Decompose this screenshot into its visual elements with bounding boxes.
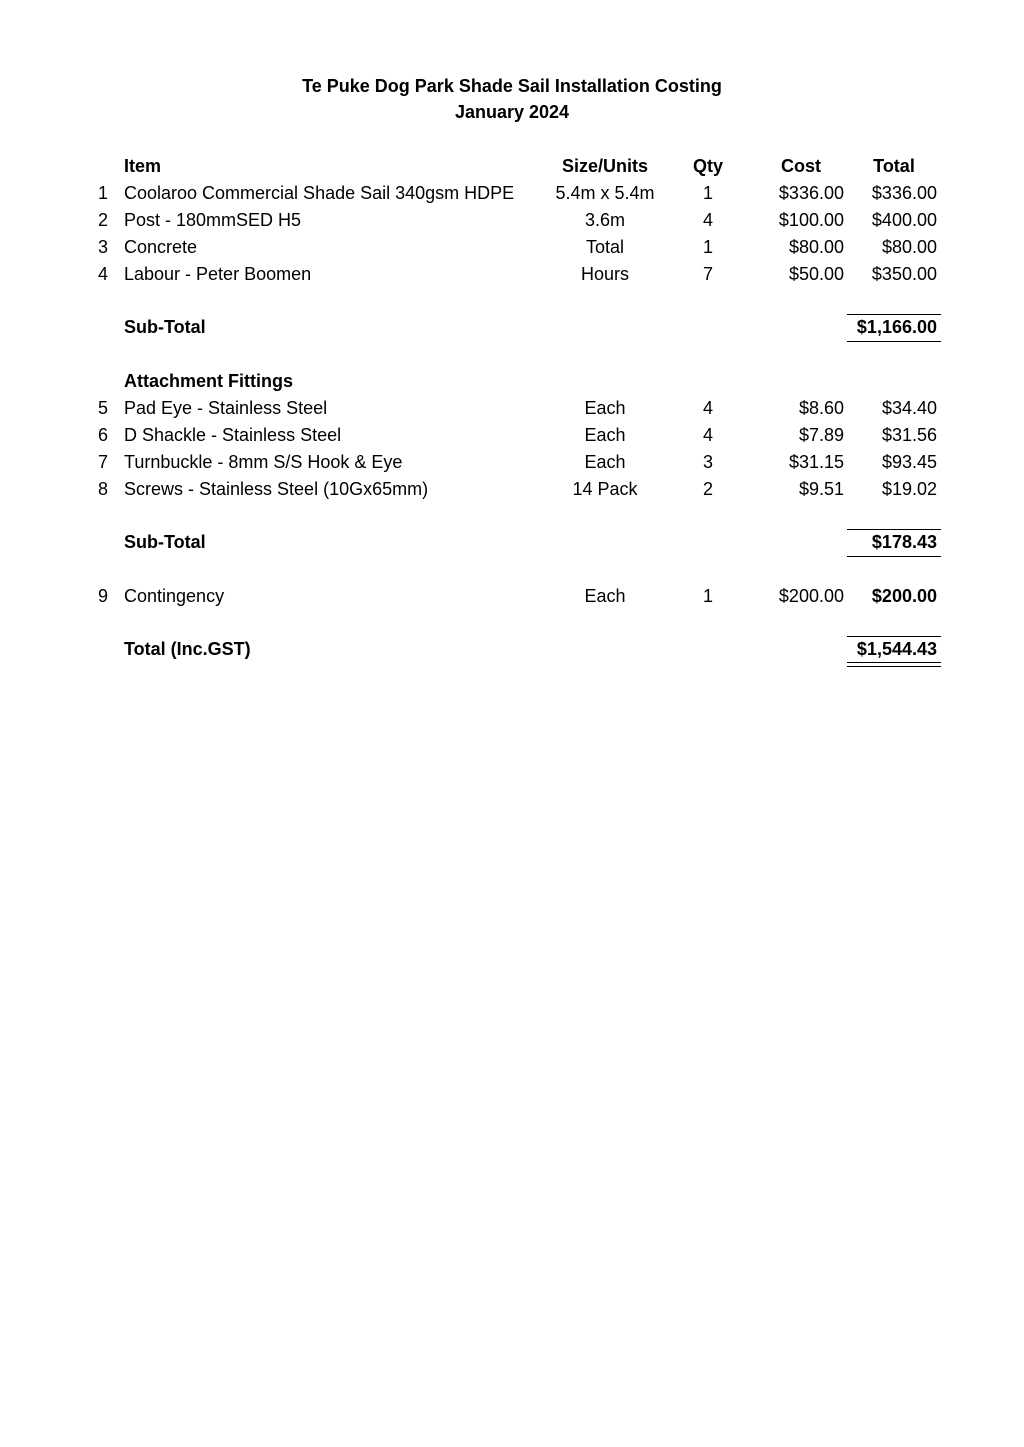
section-heading <box>0 371 1024 395</box>
row-cost: $8.60 <box>798 398 844 418</box>
row-number: 7 <box>97 452 108 472</box>
row-total: $80.00 <box>881 237 937 257</box>
row-total: $34.40 <box>881 398 937 418</box>
row-size: Each <box>584 452 626 472</box>
table-row <box>0 586 1024 610</box>
row-cost: $336.00 <box>778 183 844 203</box>
table-row <box>0 479 1024 503</box>
row-qty: 1 <box>702 183 713 203</box>
row-item: Concrete <box>124 237 198 257</box>
subtotal-row <box>0 317 1024 341</box>
row-total: $400.00 <box>871 210 937 230</box>
row-number: 2 <box>97 210 108 230</box>
subtotal-value: $1,166.00 <box>856 317 937 337</box>
table-row <box>0 237 1024 261</box>
row-item: Labour - Peter Boomen <box>124 264 312 284</box>
row-cost: $80.00 <box>788 237 844 257</box>
header-item: Item <box>124 156 162 176</box>
row-size: Each <box>584 425 626 445</box>
row-qty: 4 <box>702 425 713 445</box>
row-qty: 1 <box>702 237 713 257</box>
subtotal-top-rule <box>847 529 941 530</box>
row-item: Screws - Stainless Steel (10Gx65mm) <box>124 479 429 499</box>
row-size: Total <box>585 237 625 257</box>
row-number: 5 <box>97 398 108 418</box>
row-item: Post - 180mmSED H5 <box>124 210 302 230</box>
row-total: $93.45 <box>881 452 937 472</box>
row-size: 3.6m <box>584 210 626 230</box>
row-qty: 1 <box>702 586 713 606</box>
row-total: $336.00 <box>871 183 937 203</box>
row-size: 14 Pack <box>572 479 638 499</box>
grand-total-value: $1,544.43 <box>856 639 937 659</box>
grand-total-double-rule <box>847 662 941 667</box>
subtotal-bottom-rule <box>847 341 941 342</box>
header-cost: Cost <box>781 156 821 176</box>
row-size: Hours <box>580 264 629 284</box>
subtotal-label: Sub-Total <box>124 532 206 552</box>
header-total: Total <box>873 156 915 176</box>
table-header <box>0 156 1024 180</box>
row-number: 3 <box>97 237 108 257</box>
grand-total-label: Total (Inc.GST) <box>124 639 251 659</box>
row-cost: $200.00 <box>778 586 844 606</box>
row-item: Pad Eye - Stainless Steel <box>124 398 328 418</box>
document-title: Te Puke Dog Park Shade Sail Installation Costing <box>302 76 722 96</box>
row-size: Each <box>584 586 626 606</box>
header-qty: Qty <box>692 156 723 176</box>
row-item: Contingency <box>124 586 225 606</box>
table-row <box>0 210 1024 234</box>
row-size: Each <box>584 398 626 418</box>
row-cost: $100.00 <box>778 210 844 230</box>
row-number: 9 <box>97 586 108 606</box>
row-total: $200.00 <box>871 586 937 606</box>
subtotal-value: $178.43 <box>871 532 937 552</box>
row-cost: $50.00 <box>788 264 844 284</box>
table-row <box>0 264 1024 288</box>
document-date: January 2024 <box>454 102 570 122</box>
row-number: 6 <box>97 425 108 445</box>
row-item: D Shackle - Stainless Steel <box>124 425 342 445</box>
header-size: Size/Units <box>561 156 649 176</box>
subtotal-row <box>0 532 1024 556</box>
row-number: 4 <box>97 264 108 284</box>
row-qty: 2 <box>702 479 713 499</box>
table-row <box>0 425 1024 449</box>
row-item: Turnbuckle - 8mm S/S Hook & Eye <box>124 452 403 472</box>
row-cost: $31.15 <box>788 452 844 472</box>
row-qty: 4 <box>702 398 713 418</box>
row-cost: $7.89 <box>798 425 844 445</box>
row-total: $31.56 <box>881 425 937 445</box>
table-row <box>0 398 1024 422</box>
row-total: $350.00 <box>871 264 937 284</box>
subtotal-label: Sub-Total <box>124 317 206 337</box>
row-total: $19.02 <box>881 479 937 499</box>
row-qty: 4 <box>702 210 713 230</box>
row-qty: 7 <box>702 264 713 284</box>
row-number: 8 <box>97 479 108 499</box>
row-number: 1 <box>97 183 108 203</box>
subtotal-top-rule <box>847 314 941 315</box>
row-item: Coolaroo Commercial Shade Sail 340gsm HDPE <box>124 183 515 203</box>
row-size: 5.4m x 5.4m <box>555 183 655 203</box>
grand-total-row <box>0 639 1024 663</box>
table-row <box>0 183 1024 207</box>
row-cost: $9.51 <box>798 479 844 499</box>
fittings-heading: Attachment Fittings <box>124 371 293 391</box>
row-qty: 3 <box>702 452 713 472</box>
grand-total-top-rule <box>847 636 941 637</box>
table-row <box>0 452 1024 476</box>
subtotal-bottom-rule <box>847 556 941 557</box>
